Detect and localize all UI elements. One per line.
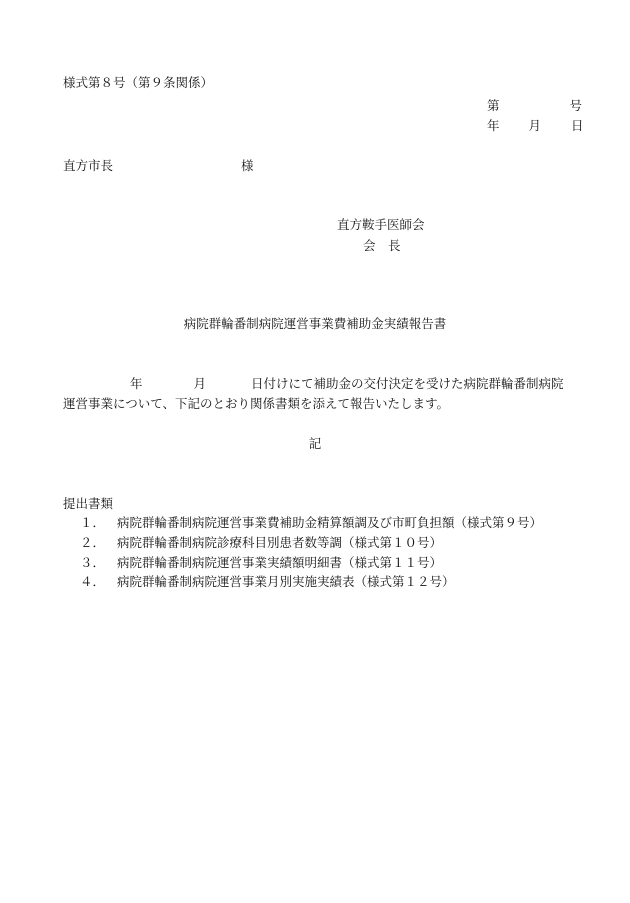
addressee-honorific: 様	[241, 158, 254, 173]
report-title: 病院群輪番制病院運営事業費補助金実績報告書	[183, 316, 447, 331]
attachment-number: ２．	[80, 535, 106, 550]
body-month-label: 月	[193, 376, 207, 391]
body-line-1-text: 日付けにて補助金の交付決定を受けた病院群輪番制病院	[251, 376, 564, 391]
note-mark: 記	[308, 436, 322, 451]
date-month-label: 月	[528, 118, 542, 133]
attachment-item	[80, 555, 442, 571]
attachment-text: 病院群輪番制病院運営事業費補助金精算額調及び市町負担額（様式第９号）	[117, 515, 543, 530]
attachment-number: ４．	[80, 574, 106, 589]
date-day-label: 日	[571, 118, 584, 133]
sender-org: 直方鞍手医師会	[337, 217, 425, 232]
attachment-number: １．	[80, 515, 106, 530]
body-year-label: 年	[130, 376, 143, 391]
addressee-org: 直方市長	[63, 158, 114, 173]
attachments-heading: 提出書類	[63, 496, 114, 511]
attachment-item	[80, 535, 442, 551]
body-line-2: 運営事業について、下記のとおり関係書類を添えて報告いたします。	[63, 396, 450, 411]
addressee-row	[63, 158, 254, 174]
attachment-text: 病院群輪番制病院診療科目別患者数等調（様式第１０号）	[117, 535, 443, 550]
date-row	[487, 118, 584, 134]
doc-number-suffix: 号	[569, 98, 583, 113]
form-number: 様式第８号（第９条関係）	[63, 75, 214, 90]
attachment-item	[80, 574, 455, 590]
date-year-label: 年	[487, 118, 500, 133]
attachment-item	[80, 515, 542, 531]
attachment-text: 病院群輪番制病院運営事業月別実施実績表（様式第１２号）	[117, 574, 455, 589]
sender-title: 会 長	[363, 238, 401, 253]
doc-number-prefix: 第	[487, 98, 500, 113]
attachment-text: 病院群輪番制病院運営事業実績額明細書（様式第１１号）	[117, 555, 443, 570]
attachment-number: ３．	[80, 555, 106, 570]
body-line-1	[130, 376, 564, 392]
document-number-row	[487, 98, 582, 114]
